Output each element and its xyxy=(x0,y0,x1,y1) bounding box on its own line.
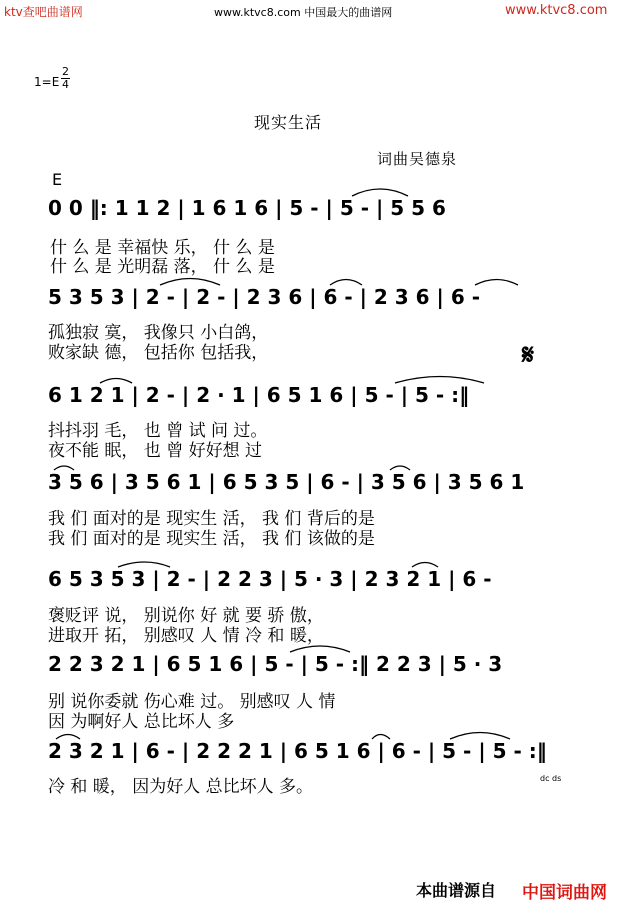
system-4-lyrics-1: 我 们 面对的是 现实生 活， 我 们 背后的是 xyxy=(48,509,375,529)
system-6-lyrics-2: 因 为啊好人 总比坏人 多 xyxy=(48,712,235,732)
system-7-lyrics-1: 冷 和 暖， 因为好人 总比坏人 多。 xyxy=(48,777,314,797)
time-top: 2 xyxy=(62,65,69,78)
segno-symbol: 𝄋 xyxy=(522,338,535,371)
slur xyxy=(412,563,438,568)
slur xyxy=(56,735,80,740)
system-3-lyrics-2: 夜不能 眠， 也 曾 好好想 过 xyxy=(48,441,263,461)
footer-source-label: 本曲谱源自 xyxy=(416,881,497,900)
slur xyxy=(390,466,410,470)
slur xyxy=(54,466,74,470)
system-2-lyrics-1: 孤独寂 寞， 我像只 小白鸽， xyxy=(48,323,269,343)
coda-instruction: dc ds xyxy=(540,774,562,783)
slur xyxy=(290,646,350,652)
system-7-notes: 2 3 2 1 | 6 - | 2 2 2 1 | 6 5 1 6 | 6 - | 5 - | 5 - :‖ xyxy=(48,739,547,763)
slur xyxy=(395,377,484,384)
system-1-lyrics-1: 什 么 是 幸福快 乐， 什 么 是 xyxy=(50,238,275,258)
header-tagline[interactable]: www.ktvc8.com 中国最大的曲谱网 xyxy=(214,6,393,19)
footer-site-link[interactable]: 中国词曲网 xyxy=(522,883,607,903)
slur xyxy=(160,279,220,286)
system-6-lyrics-1: 别 说你委就 伤心难 过。 别感叹 人 情 xyxy=(48,692,336,712)
system-3-notes: 6 1 2 1 | 2 - | 2 · 1 | 6 5 1 6 | 5 - | 5 - :‖ xyxy=(48,383,470,407)
slur xyxy=(118,562,170,567)
system-4-lyrics-2: 我 们 面对的是 现实生 活， 我 们 该做的是 xyxy=(48,529,375,549)
slur xyxy=(330,280,362,286)
site-logo-text[interactable]: ktv查吧曲谱网 xyxy=(4,5,83,19)
slur xyxy=(372,735,390,740)
system-5-lyrics-1: 褒贬评 说， 别说你 好 就 要 骄 傲， xyxy=(48,606,324,626)
system-1-notes: 0 0 ‖: 1 1 2 | 1 6 1 6 | 5 - | 5 - | 5 5 6 xyxy=(48,196,446,220)
system-6-notes: 2 2 3 2 1 | 6 5 1 6 | 5 - | 5 - :‖ 2 2 3 | 5 · 3 xyxy=(48,652,503,676)
system-1-lyrics-2: 什 么 是 光明磊 落， 什 么 是 xyxy=(50,257,275,277)
system-2-lyrics-2: 败家缺 德， 包括你 包括我， xyxy=(48,343,269,363)
song-credit: 词曲吴德泉 xyxy=(377,150,458,168)
system-2-notes: 5 3 5 3 | 2 - | 2 - | 2 3 6 | 6 - | 2 3 6 | 6 - xyxy=(48,285,481,309)
system-4-notes: 3 5 6 | 3 5 6 1 | 6 5 3 5 | 6 - | 3 5 6 | 3 5 6 1 xyxy=(48,470,525,494)
slur xyxy=(450,733,510,740)
slur xyxy=(475,280,518,286)
slur xyxy=(352,189,408,196)
site-url[interactable]: www.ktvc8.com xyxy=(505,3,608,18)
system-5-lyrics-2: 进取开 拓， 别感叹 人 情 冷 和 暖， xyxy=(48,626,324,646)
section-mark: E xyxy=(52,170,63,189)
key-signature: 1=E xyxy=(34,75,60,89)
system-5-notes: 6 5 3 5 3 | 2 - | 2 2 3 | 5 · 3 | 2 3 2 1 | 6 - xyxy=(48,567,492,591)
slur xyxy=(100,379,132,384)
song-title: 现实生活 xyxy=(254,113,323,132)
system-3-lyrics-1: 抖抖羽 毛， 也 曾 试 问 过。 xyxy=(48,421,268,441)
time-bottom: 4 xyxy=(62,78,69,91)
